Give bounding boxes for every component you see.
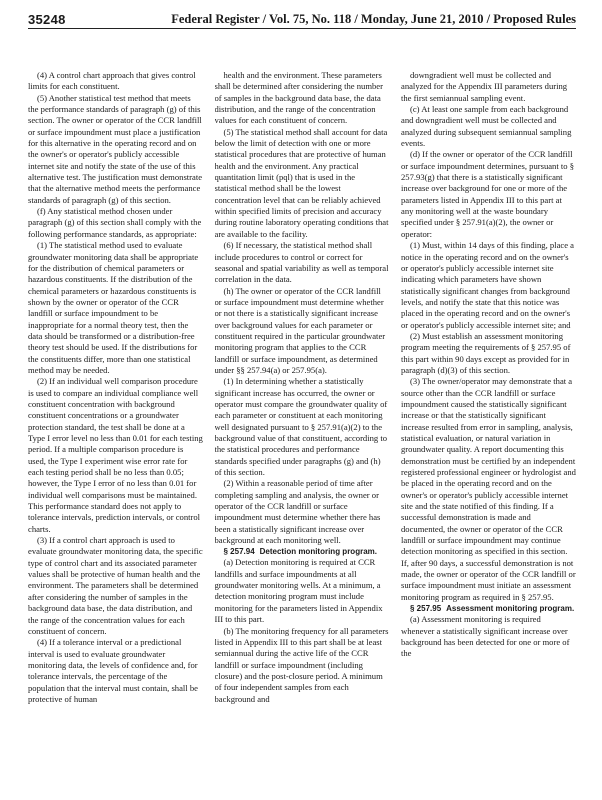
header-rule	[28, 28, 576, 29]
paragraph: (1) Must, within 14 days of this finding, place a notice in the operating record and on the owner's or operator's publicly accessible internet site indicating which parameters have shown statistically significant changes from background levels, and notify the state that this notice was placed in the operating record and on the owner's or operator's publicly accessible internet site; and	[401, 240, 574, 330]
section-heading-257-94	[215, 546, 390, 557]
paragraph: (2) Within a reasonable period of time after completing sampling and analysis, the owner or operator of the CCR landfill or surface impoundment must determine whether there has been a statistically significant increase over background at each monitoring well.	[214, 478, 381, 546]
paragraph: (3) The owner/operator may demonstrate that a source other than the CCR landfill or surface impoundment caused the statistically significant increase or that the statistically significant increase resulted from error in sampling, analysis, statistical evaluation, or natural variation in groundwater quality. A report documenting this demonstration must be certified by an independent registered professional engineer or hydrologist and be placed in the operating record and on the owner's or operator's publicly accessible internet site and the state notified of this finding. If a successful demonstration is made and documented, the owner or operator of the CCR landfill or surface impoundment may continue detection monitoring as specified in this section. If, after 90 days, a successful demonstration is not made, the owner or operator of the CCR landfill or surface impoundment must initiate an assessment monitoring program as required in § 257.95.	[401, 376, 576, 602]
column-3	[401, 70, 576, 788]
paragraph: (1) In determining whether a statistically significant increase has occurred, the owner or operator must compare the groundwater quality of each parameter or constituent at each monitoring well designated pursuant to § 257.91(a)(2) to the background value of that constituent, according to the statistical procedures and performance standards specified under paragraphs (g) and (h) of this section.	[214, 376, 388, 478]
paragraph: (2) If an individual well comparison procedure is used to compare an individual compliance well constituent concentration with background constituent concentrations or a groundwater protection standard, the test shall be done at a Type I error level no less than 0.01 for each testing period. If a multiple comparison procedure is used, the Type I experiment wise error rate for each testing period shall be no less than 0.05; however, the Type I error of no less than 0.01 for individual well comparisons must be maintained. This performance standard does not apply to tolerance intervals, prediction intervals, or control charts.	[28, 376, 203, 534]
paragraph: (1) The statistical method used to evaluate groundwater monitoring data shall be appropriate for the distribution of chemical parameters or hazardous constituents. If the distribution of the chemical parameters or hazardous constituents is shown by the owner or operator of the CCR landfill or surface impoundment to be inappropriate for a normal theory test, then the data should be transformed or a distribution-free theory test should be used. If the distributions for the constituents differ, more than one statistical method may be needed.	[28, 240, 199, 375]
section-number: § 257.95	[410, 604, 442, 614]
paragraph: (b) The monitoring frequency for all parameters listed in Appendix III to this part shall be at least semiannual during the active life of the CCR landfill or surface impoundment (including closure) and the post-closure period. A minimum of four independent samples from each background and	[214, 625, 389, 704]
text-columns	[28, 70, 576, 788]
paragraph: health and the environment. These parameters shall be determined after considering the number of samples in the background data base, the data distribution, and the range of the concentration values for each constituent of concern.	[214, 70, 383, 126]
paragraph: (f) Any statistical method chosen under paragraph (g) of this section shall comply with the following performance standards, as appropriate:	[28, 206, 202, 239]
paragraph: (2) Must establish an assessment monitoring program meeting the requirements of § 257.95 of this part within 90 days except as provided for in paragraph (d)(3) of this section.	[401, 330, 571, 375]
section-title: Detection monitoring program.	[259, 547, 377, 557]
publication-header: Federal Register / Vol. 75, No. 118 / Monday, June 21, 2010 / Proposed Rules	[171, 12, 576, 26]
paragraph: downgradient well must be collected and analyzed for the Appendix III parameters during the first semiannual sampling event.	[401, 70, 568, 103]
paragraph: (a) Detection monitoring is required at CCR landfills and surface impoundments at all groundwater monitoring wells. At a minimum, a detection monitoring program must include monitoring for the parameters listed in Appendix III to this part.	[214, 557, 383, 625]
paragraph: (c) At least one sample from each background and downgradient well must be collected and analyzed during subsequent semiannual sampling events.	[401, 104, 572, 149]
paragraph: (5) Another statistical test method that meets the performance standards of paragraph (g) of this section. The owner or operator of the CCR landfill or surface impoundment must place a justification for this alternative in the operating record and on the owner's or operator's publicly accessible internet site and notify the state of the use of this alternative test. The justification must demonstrate that the alternative method meets the performance standards of paragraph (g) of this section.	[28, 92, 203, 205]
paragraph: (4) A control chart approach that gives control limits for each constituent.	[28, 70, 196, 92]
paragraph: (d) If the owner or operator of the CCR landfill or surface impoundment determines, pursuant to § 257.93(g) that there is a statistically significant increase over background for one or more of the parameters listed in Appendix III to this part at any monitoring well at the waste boundary specified under § 257.91(a)(2), the owner or operator:	[401, 149, 575, 239]
paragraph: (6) If necessary, the statistical method shall include procedures to control or correct for seasonal and spatial variability as well as temporal correlation in the data.	[214, 240, 389, 285]
paragraph: (3) If a control chart approach is used to evaluate groundwater monitoring data, the specific type of control chart and its associated parameter values shall be protective of human health and the environment. The parameters shall be determined after considering the number of samples in the background data base, the data distribution, and the range of the concentration values for each constituent of concern.	[28, 535, 203, 636]
paragraph: (a) Assessment monitoring is required whenever a statistically significant increase over background has been detected for one or more of the	[401, 614, 570, 659]
page-number: 35248	[28, 12, 66, 27]
page-header	[28, 10, 576, 30]
paragraph: (4) If a tolerance interval or a predictional interval is used to evaluate groundwater monitoring data, the levels of confidence and, for tolerance intervals, the percentage of the population that the interval must contain, shall be protective of human	[28, 637, 198, 704]
column-1	[28, 70, 203, 788]
paragraph: (h) The owner or operator of the CCR landfill or surface impoundment must determine whether or not there is a statistically significant increase over background values for each parameter or constituent required in the particular groundwater monitoring program that applies to the CCR landfill or surface impoundment, as determined under §§ 257.94(a) or 257.95(a).	[214, 285, 386, 375]
section-number: § 257.94	[223, 547, 255, 557]
section-title: Assessment monitoring program.	[446, 604, 575, 614]
paragraph: (5) The statistical method shall account for data below the limit of detection with one or more statistical procedures that are protective of human health and the environment. Any practical quantitation limit (pql) that is used in the statistical method shall be the lowest concentration level that can be reliably achieved within specified limits of precision and accuracy during routine laboratory operating conditions that are available to the facility.	[214, 126, 389, 239]
column-2	[215, 70, 390, 788]
section-heading-257-95	[401, 603, 576, 614]
